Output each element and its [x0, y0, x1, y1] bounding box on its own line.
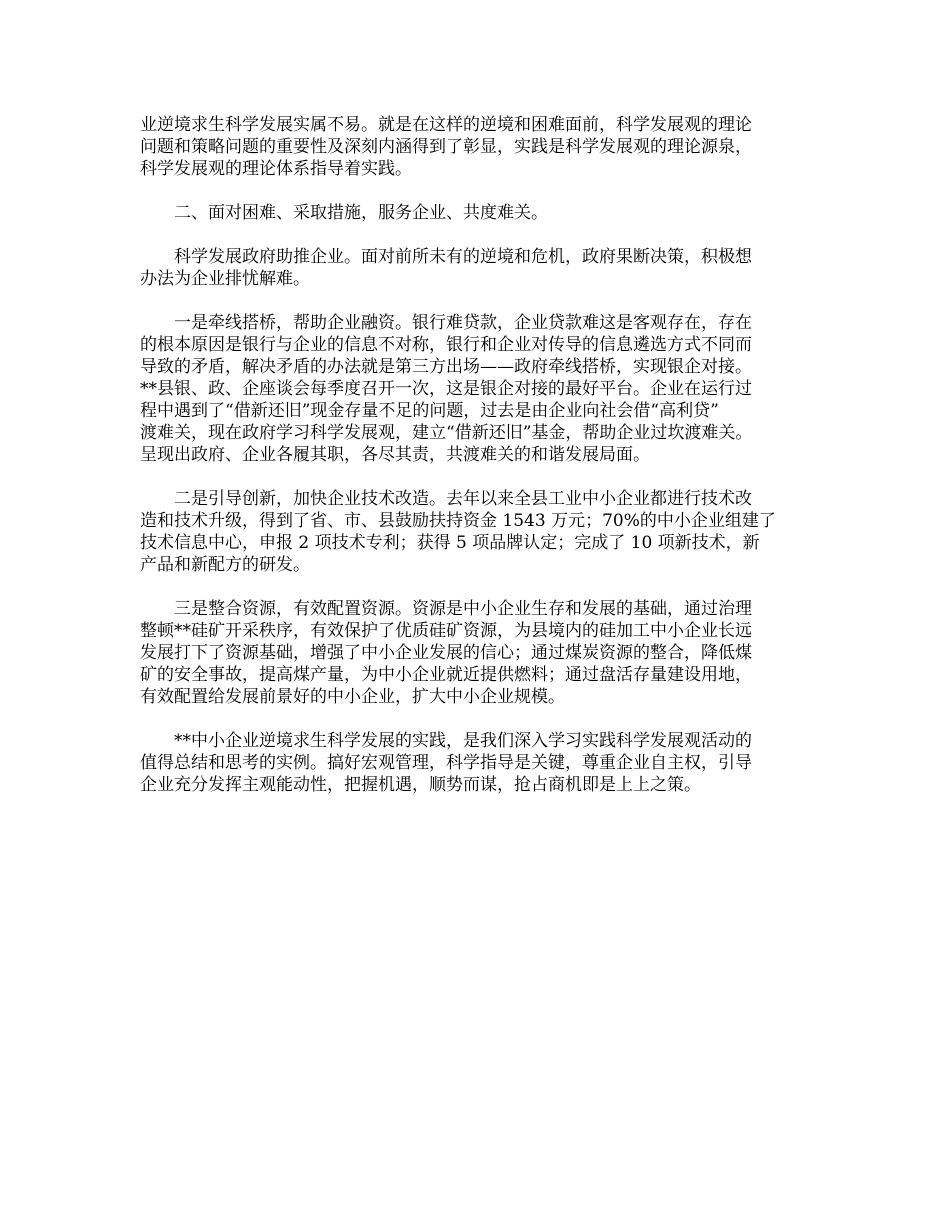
text-line: 有效配置给发展前景好的中小企业，扩大中小企业规模。 — [140, 687, 565, 707]
text-line: 二、面对困难、采取措施，服务企业、共度难关。 — [140, 203, 548, 223]
text-line: 造和技术升级，得到了省、市、县鼓励扶持资金 1543 万元；70%的中小企业组建了 — [140, 511, 776, 531]
text-line: 的根本原因是银行与企业的信息不对称，银行和企业对传导的信息遴选方式不同而 — [140, 335, 752, 355]
paragraph-conclusion — [140, 730, 840, 796]
text-line: 业逆境求生科学发展实属不易。就是在这样的逆境和困难面前，科学发展观的理论 — [140, 115, 752, 135]
paragraph-resources — [140, 598, 840, 708]
paragraph-intro-continuation — [140, 114, 840, 180]
text-line: 矿的安全事故，提高煤产量，为中小企业就近提供燃料；通过盘活存量建设用地， — [140, 665, 752, 685]
text-line: 一是牵线搭桥，帮助企业融资。银行难贷款，企业贷款难这是客观存在，存在 — [140, 313, 752, 333]
text-line: 发展打下了资源基础，增强了中小企业发展的信心；通过煤炭资源的整合，降低煤 — [140, 643, 752, 663]
text-line: 渡难关，现在政府学习科学发展观，建立“借新还旧”基金，帮助企业过坎渡难关。 — [140, 423, 753, 443]
text-line: 科学发展政府助推企业。面对前所未有的逆境和危机，政府果断决策，积极想 — [140, 247, 752, 267]
paragraph-financing — [140, 312, 840, 466]
text-line: 二是引导创新，加快企业技术改造。去年以来全县工业中小企业都进行技术改 — [140, 489, 752, 509]
text-line: **中小企业逆境求生科学发展的实践，是我们深入学习实践科学发展观活动的 — [140, 731, 752, 751]
paragraph-innovation — [140, 488, 840, 576]
text-line: 科学发展观的理论体系指导着实践。 — [140, 159, 412, 179]
section-heading — [140, 202, 840, 224]
text-line: 办法为企业排忧解难。 — [140, 269, 310, 289]
text-line: 三是整合资源，有效配置资源。资源是中小企业生存和发展的基础，通过治理 — [140, 599, 752, 619]
text-line: 技术信息中心，申报 2 项技术专利；获得 5 项品牌认定；完成了 10 项新技术，新 — [140, 533, 760, 553]
text-line: 整顿**硅矿开采秩序，有效保护了优质硅矿资源，为县境内的硅加工中小企业长远 — [140, 621, 752, 641]
text-line: 呈现出政府、企业各履其职，各尽其责，共渡难关的和谐发展局面。 — [140, 445, 650, 465]
text-line: 值得总结和思考的实例。搞好宏观管理，科学指导是关键，尊重企业自主权，引导 — [140, 753, 752, 773]
text-line: 问题和策略问题的重要性及深刻内涵得到了彰显，实践是科学发展观的理论源泉， — [140, 137, 752, 157]
text-line: **县银、政、企座谈会每季度召开一次，这是银企对接的最好平台。企业在运行过 — [140, 379, 752, 399]
text-line: 程中遇到了“借新还旧”现金存量不足的问题，过去是由企业向社会借“高利贷” — [140, 401, 719, 421]
paragraph-government-support — [140, 246, 840, 290]
text-line: 企业充分发挥主观能动性，把握机遇，顺势而谋，抢占商机即是上上之策。 — [140, 775, 701, 795]
text-line: 导致的矛盾，解决矛盾的办法就是第三方出场——政府牵线搭桥，实现银企对接。 — [140, 357, 752, 377]
document-body — [140, 114, 840, 818]
text-line: 产品和新配方的研发。 — [140, 555, 310, 575]
